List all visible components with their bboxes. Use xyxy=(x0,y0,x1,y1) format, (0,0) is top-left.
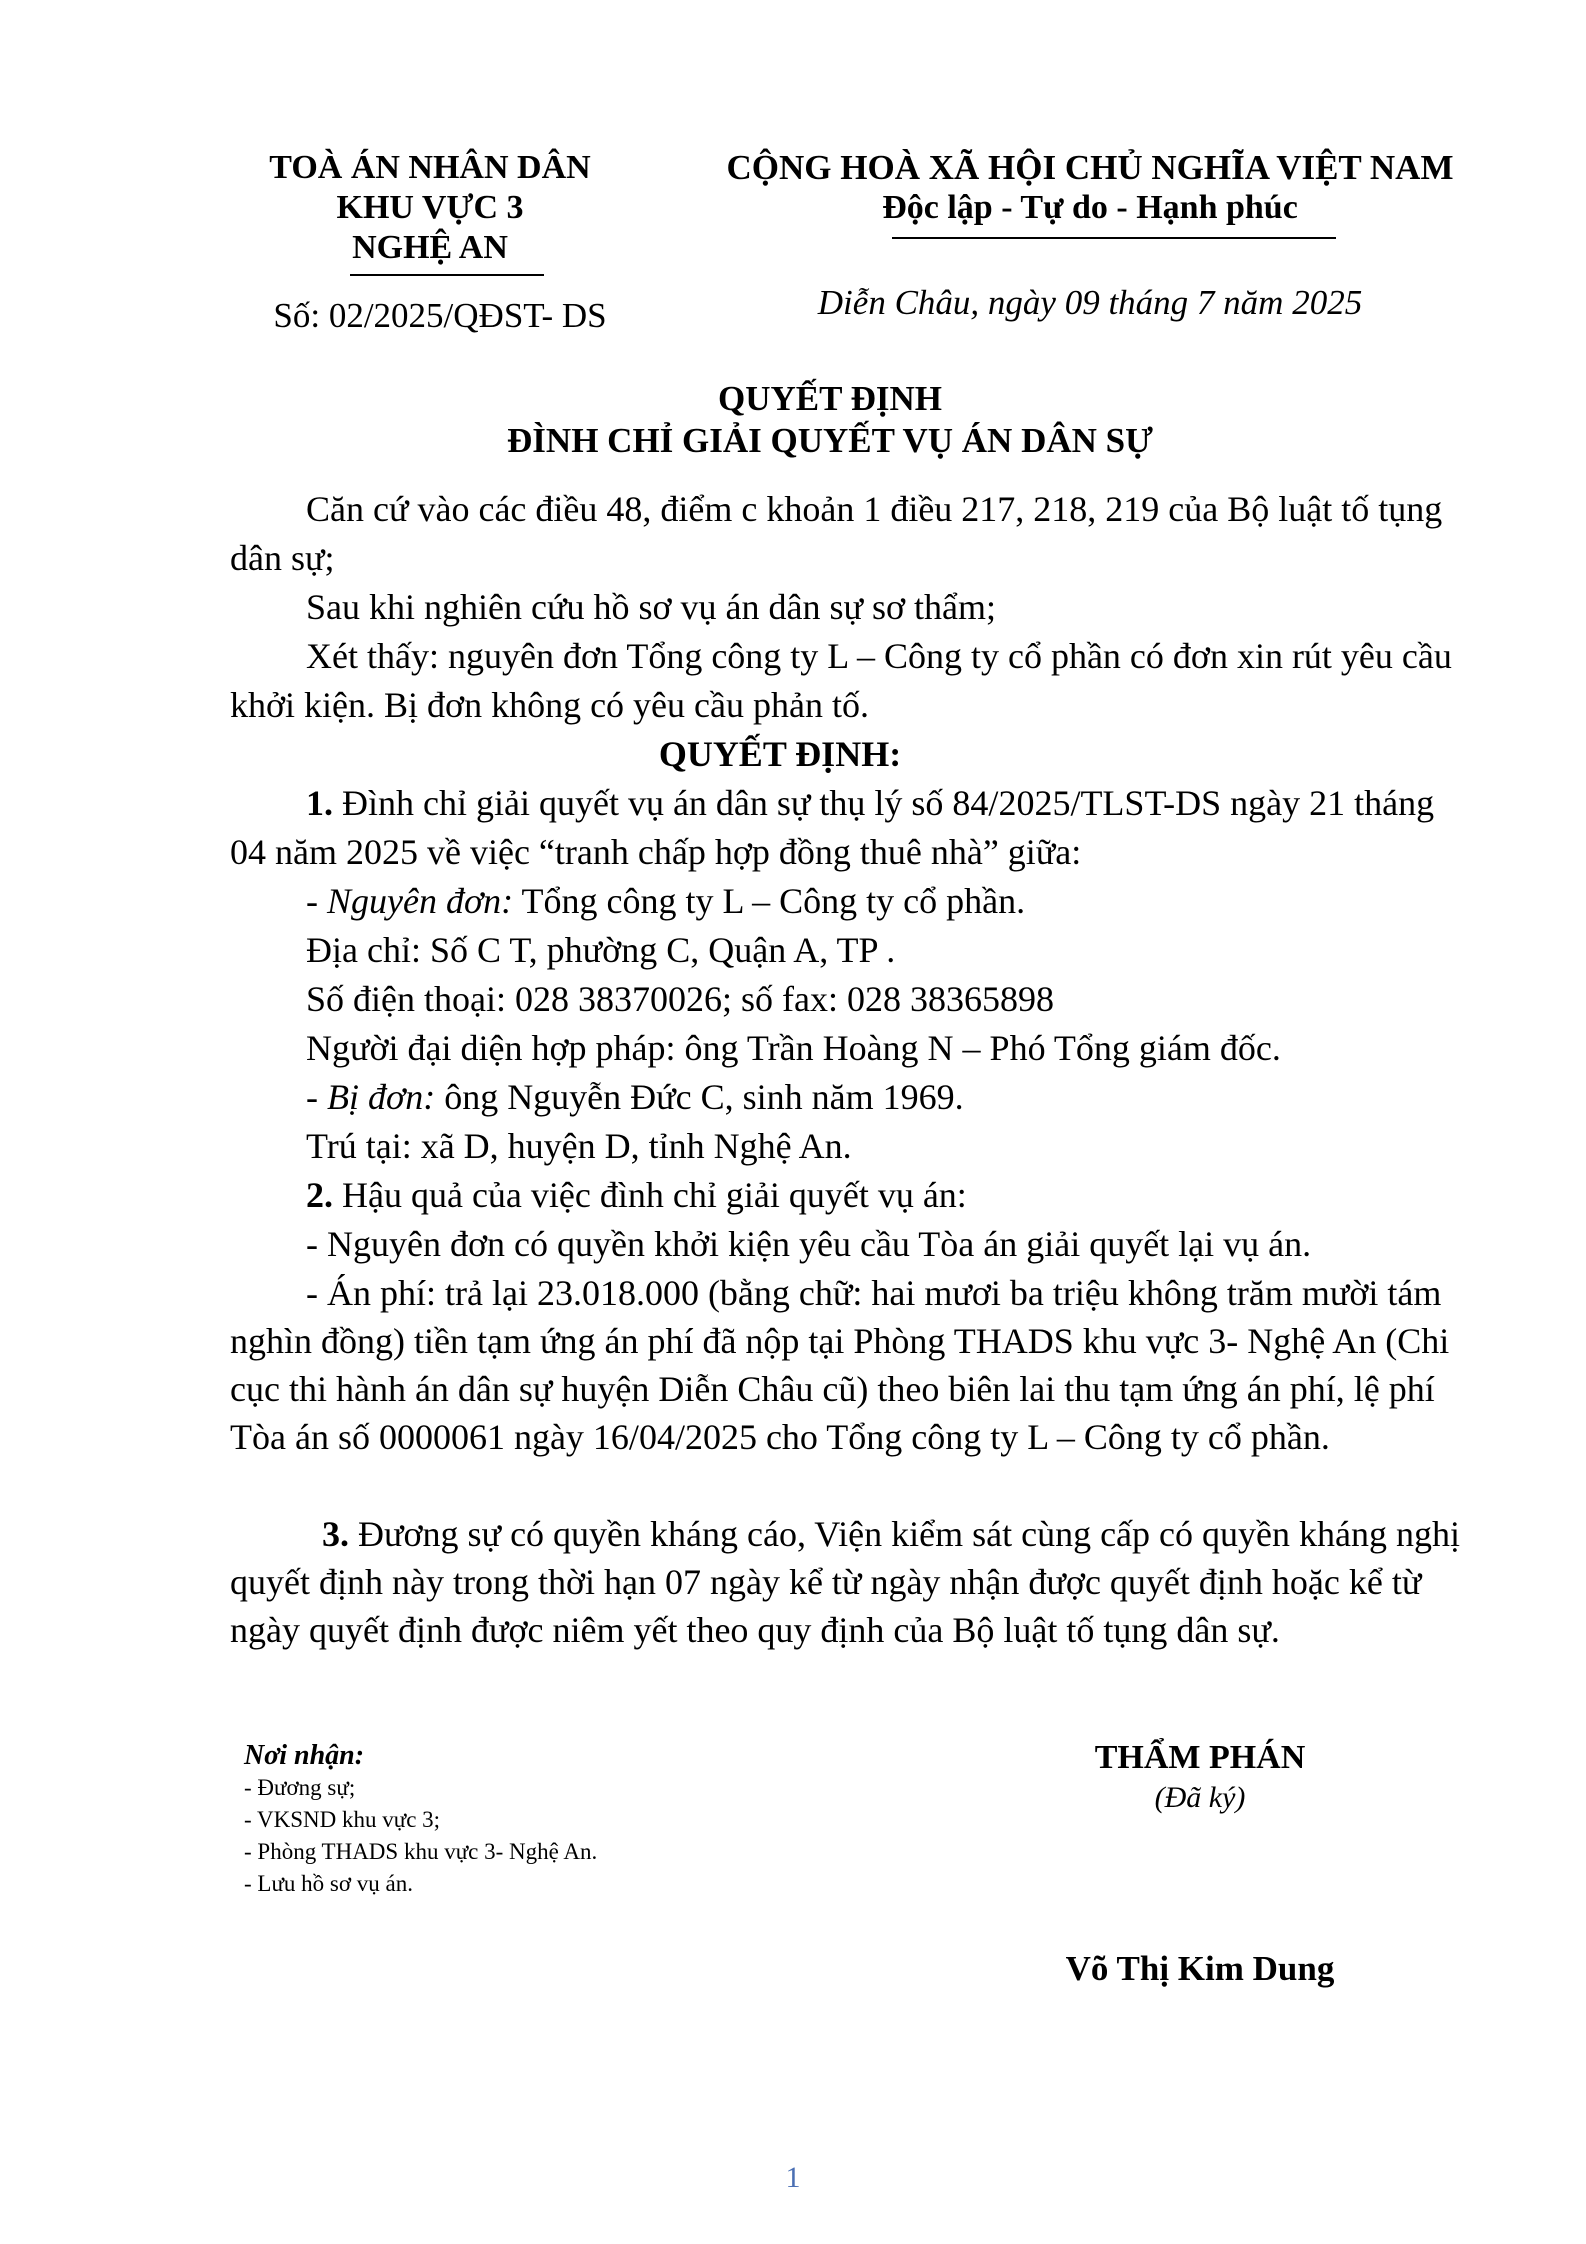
recipient-item: - Đương sự; xyxy=(244,1775,356,1800)
item-2-text: Hậu quả của việc đình chỉ giải quyết vụ án: xyxy=(333,1175,967,1215)
defendant-label: - Bị đơn: xyxy=(306,1077,436,1117)
plaintiff-phone: Số điện thoại: 028 38370026; số fax: 028 38365898 xyxy=(306,979,1054,1019)
court-name-line-2: KHU VỰC 3 xyxy=(336,189,524,226)
item-2-number: 2. xyxy=(306,1175,333,1215)
item-1-text: Đình chỉ giải quyết vụ án dân sự thụ lý số 84/2025/TLST-DS ngày 21 tháng 04 năm 2025 về việc “tranh chấp hợp đồng thuê nhà” giữa: xyxy=(230,783,1435,872)
item-3-number: 3. xyxy=(322,1514,349,1554)
place-and-date: Diễn Châu, ngày 09 tháng 7 năm 2025 xyxy=(817,283,1363,322)
plaintiff-address: Địa chỉ: Số C T, phường C, Quận A, TP . xyxy=(306,930,896,970)
item-3-paragraph xyxy=(230,1510,1460,1654)
plaintiff-line xyxy=(230,877,1460,926)
plaintiff-label: - Nguyên đơn: xyxy=(306,881,514,921)
defendant-residence: Trú tại: xã D, huyện D, tỉnh Nghệ An. xyxy=(306,1126,852,1166)
item-1-number: 1. xyxy=(306,783,333,823)
signer-title: THẨM PHÁN xyxy=(1094,1739,1306,1776)
recipient-item: - Phòng THADS khu vực 3- Nghệ An. xyxy=(244,1839,598,1864)
defendant-line xyxy=(230,1073,1460,1122)
item-3-text: Đương sự có quyền kháng cáo, Viện kiểm sát cùng cấp có quyền kháng nghị quyết định này trong thời hạn 07 ngày kể từ ngày nhận được quyết định hoặc kể từ ngày quyết định được niêm yết theo quy định của Bộ luật tố tụng dân sự. xyxy=(230,1514,1460,1650)
grounds-paragraph-1: Căn cứ vào các điều 48, điểm c khoản 1 điều 217, 218, 219 của Bộ luật tố tụng dân sự; xyxy=(230,489,1443,578)
item-2-bullet-2: - Án phí: trả lại 23.018.000 (bằng chữ: hai mươi ba triệu không trăm mười tám nghìn đồng) tiền tạm ứng án phí đã nộp tại Phòng THADS khu vực 3- Nghệ An (Chi cục thi hành án dân sự huyện Diễn Châu cũ) theo biên lai thu tạm ứng án phí, lệ phí Tòa án số 0000061 ngày 16/04/2025 cho Tổng công ty L – Công ty cổ phần. xyxy=(230,1273,1450,1457)
national-motto: Độc lập - Tự do - Hạnh phúc xyxy=(882,189,1298,226)
court-header xyxy=(230,148,630,268)
page-number: 1 xyxy=(785,2161,801,2194)
nation-name: CỘNG HOÀ XÃ HỘI CHỦ NGHĨA VIỆT NAM xyxy=(726,148,1454,187)
plaintiff-value: Tổng công ty L – Công ty cổ phần. xyxy=(513,881,1026,921)
recipients-block xyxy=(244,1740,844,1900)
recipient-item: - Lưu hồ sơ vụ án. xyxy=(244,1871,413,1896)
title-line-2: ĐÌNH CHỈ GIẢI QUYẾT VỤ ÁN DÂN SỰ xyxy=(507,421,1153,460)
title-line-1: QUYẾT ĐỊNH xyxy=(718,379,942,418)
motto-underline xyxy=(892,237,1336,239)
recipient-item: - VKSND khu vực 3; xyxy=(244,1807,441,1832)
signer-name: Võ Thị Kim Dung xyxy=(1065,1949,1335,1988)
court-name-line-1: TOÀ ÁN NHÂN DÂN xyxy=(269,149,591,186)
item-1-paragraph xyxy=(230,779,1460,877)
decision-heading: QUYẾT ĐỊNH: xyxy=(658,734,902,774)
item-2-bullet-1: - Nguyên đơn có quyền khởi kiện yêu cầu Tòa án giải quyết lại vụ án. xyxy=(306,1224,1312,1264)
recipients-heading: Nơi nhận: xyxy=(244,1740,365,1771)
document-title xyxy=(230,378,1430,462)
grounds-paragraph-3: Xét thấy: nguyên đơn Tổng công ty L – Công ty cổ phần có đơn xin rút yêu cầu khởi kiện. Bị đơn không có yêu cầu phản tố. xyxy=(230,636,1452,725)
plaintiff-representative: Người đại diện hợp pháp: ông Trần Hoàng N – Phó Tổng giám đốc. xyxy=(306,1028,1281,1068)
document-number: Số: 02/2025/QĐST- DS xyxy=(273,296,607,335)
signature-block xyxy=(1040,1738,1360,1818)
national-header xyxy=(700,148,1480,228)
court-header-underline xyxy=(350,274,544,276)
item-2-paragraph xyxy=(230,1171,1460,1220)
court-name-line-3: NGHỆ AN xyxy=(352,229,508,266)
defendant-value: ông Nguyễn Đức C, sinh năm 1969. xyxy=(435,1077,964,1117)
grounds-paragraph-2: Sau khi nghiên cứu hồ sơ vụ án dân sự sơ thẩm; xyxy=(306,587,997,627)
signed-note: (Đã ký) xyxy=(1154,1781,1246,1814)
